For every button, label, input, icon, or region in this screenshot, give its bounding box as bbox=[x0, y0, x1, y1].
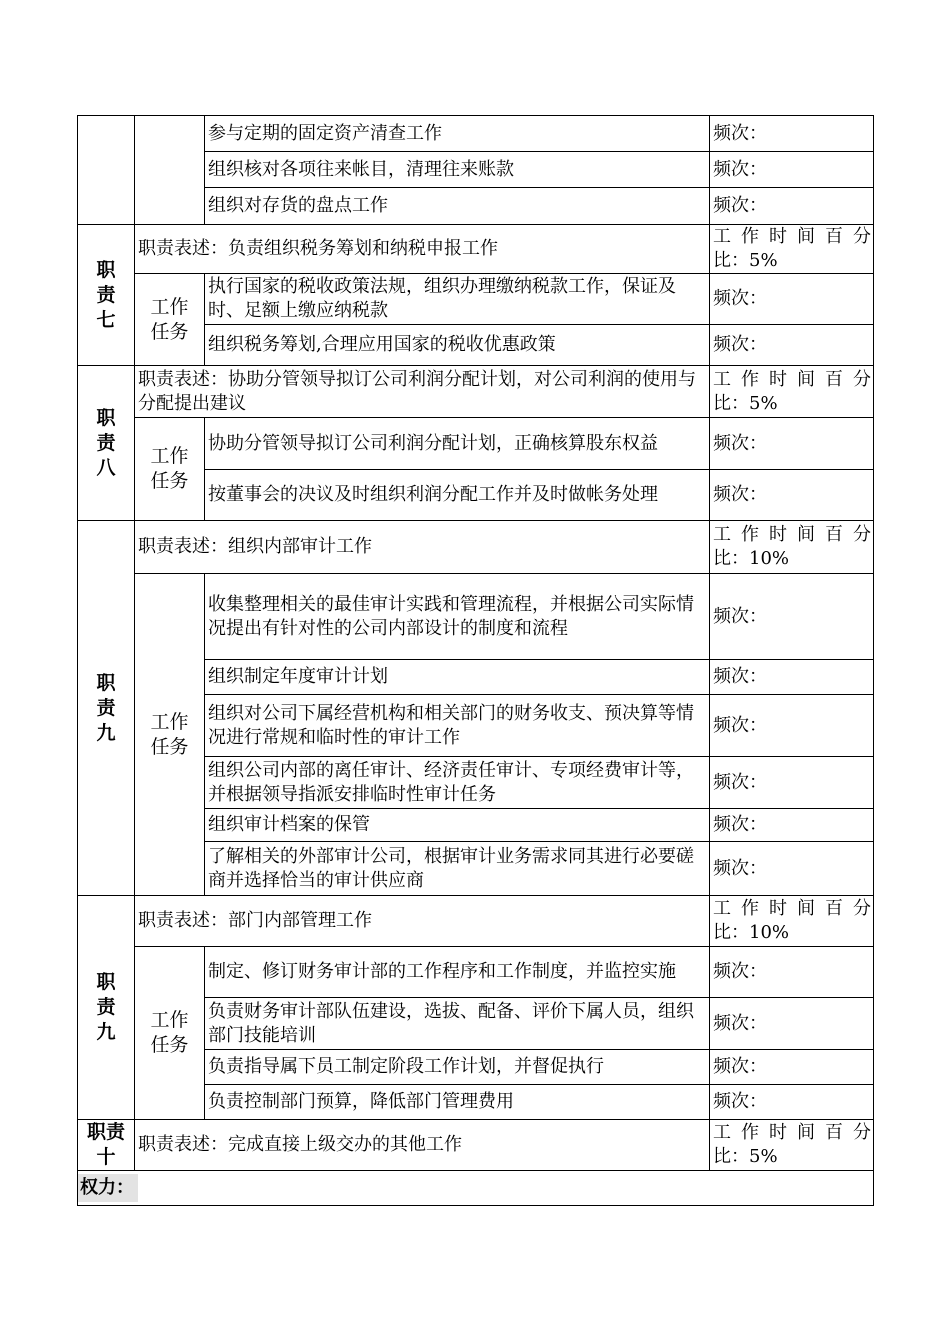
table-row bbox=[78, 947, 874, 998]
frequency-cell: 频次： bbox=[710, 1050, 874, 1085]
statement-cell: 职责表述：协助分管领导拟订公司利润分配计划，对公司利润的使用与分配提出建议 bbox=[135, 366, 710, 418]
category-cell bbox=[78, 366, 135, 521]
task-cell: 组织审计档案的保管 bbox=[205, 809, 710, 842]
frequency-cell: 频次： bbox=[710, 1085, 874, 1120]
time-percent-cell bbox=[710, 896, 874, 947]
time-percent-value: 比：5% bbox=[713, 1146, 778, 1167]
frequency-cell: 频次： bbox=[710, 695, 874, 757]
frequency-cell: 频次： bbox=[710, 998, 874, 1050]
task-label: 工作 任务 bbox=[150, 445, 189, 492]
task-label-cell bbox=[135, 274, 205, 366]
task-cell: 制定、修订财务审计部的工作程序和工作制度，并监控实施 bbox=[205, 947, 710, 998]
task-cell: 参与定期的固定资产清查工作 bbox=[205, 116, 710, 152]
task-cell: 协助分管领导拟订公司利润分配计划，正确核算股东权益 bbox=[205, 418, 710, 470]
table-row bbox=[78, 1120, 874, 1171]
frequency-cell: 频次： bbox=[710, 116, 874, 152]
power-label: 权力： bbox=[78, 1174, 138, 1202]
task-cell: 组织制定年度审计计划 bbox=[205, 660, 710, 695]
frequency-cell: 频次： bbox=[710, 418, 874, 470]
task-cell: 收集整理相关的最佳审计实践和管理流程，并根据公司实际情况提出有针对性的公司内部设计的制度和流程 bbox=[205, 574, 710, 660]
time-percent-value: 比：5% bbox=[713, 392, 778, 414]
duty-table bbox=[77, 115, 874, 1206]
time-percent-value: 比：10% bbox=[713, 922, 790, 943]
time-percent-value: 比：10% bbox=[713, 548, 790, 569]
category-cell bbox=[78, 896, 135, 1120]
time-percent-label: 工作时间百分 bbox=[713, 1122, 871, 1143]
task-cell: 组织对存货的盘点工作 bbox=[205, 188, 710, 225]
category-label: 职 责 八 bbox=[96, 406, 116, 479]
category-cell bbox=[78, 225, 135, 366]
frequency-cell: 频次： bbox=[710, 274, 874, 325]
table-row bbox=[78, 896, 874, 947]
time-percent-cell bbox=[710, 521, 874, 574]
category-cell bbox=[78, 1120, 135, 1171]
frequency-cell: 频次： bbox=[710, 809, 874, 842]
time-percent-label: 工作时间百分 bbox=[713, 226, 871, 247]
statement-cell: 职责表述：完成直接上级交办的其他工作 bbox=[135, 1120, 710, 1171]
frequency-cell: 频次： bbox=[710, 188, 874, 225]
task-label-cell bbox=[135, 116, 205, 225]
table-row bbox=[78, 521, 874, 574]
task-cell: 负责财务审计部队伍建设，选拔、配备、评价下属人员，组织部门技能培训 bbox=[205, 998, 710, 1050]
time-percent-value: 比：5% bbox=[713, 250, 778, 271]
task-cell: 负责控制部门预算，降低部门管理费用 bbox=[205, 1085, 710, 1120]
table-row bbox=[78, 225, 874, 274]
frequency-cell: 频次： bbox=[710, 660, 874, 695]
time-percent-cell bbox=[710, 1120, 874, 1171]
task-label: 工作 任务 bbox=[150, 710, 189, 758]
task-cell: 了解相关的外部审计公司，根据审计业务需求同其进行必要磋商并选择恰当的审计供应商 bbox=[205, 842, 710, 896]
task-label: 工作 任务 bbox=[150, 1009, 189, 1056]
category-label: 职责 十 bbox=[86, 1121, 125, 1168]
task-label-cell bbox=[135, 574, 205, 896]
time-percent-label: 工作时间百分 bbox=[713, 524, 871, 545]
table-row bbox=[78, 274, 874, 325]
frequency-cell: 频次： bbox=[710, 470, 874, 521]
task-cell: 执行国家的税收政策法规，组织办理缴纳税款工作，保证及时、足额上缴应纳税款 bbox=[205, 274, 710, 325]
table-row bbox=[78, 418, 874, 470]
frequency-cell: 频次： bbox=[710, 325, 874, 366]
category-cell bbox=[78, 521, 135, 896]
task-cell: 组织公司内部的离任审计、经济责任审计、专项经费审计等，并根据领导指派安排临时性审计任务 bbox=[205, 757, 710, 809]
task-cell: 负责指导属下员工制定阶段工作计划，并督促执行 bbox=[205, 1050, 710, 1085]
category-label: 职 责 七 bbox=[96, 258, 116, 331]
task-cell: 按董事会的决议及时组织利润分配工作并及时做帐务处理 bbox=[205, 470, 710, 521]
table-row bbox=[78, 116, 874, 152]
frequency-cell: 频次： bbox=[710, 757, 874, 809]
table-row bbox=[78, 366, 874, 418]
frequency-cell: 频次： bbox=[710, 842, 874, 896]
statement-cell: 职责表述：部门内部管理工作 bbox=[135, 896, 710, 947]
task-label: 工作 任务 bbox=[150, 295, 189, 343]
time-percent-label: 工作时间百分 bbox=[713, 368, 871, 390]
category-cell bbox=[78, 116, 135, 225]
category-label: 职 责 九 bbox=[96, 971, 116, 1043]
table-row bbox=[78, 574, 874, 660]
power-cell bbox=[78, 1171, 874, 1206]
frequency-cell: 频次： bbox=[710, 947, 874, 998]
statement-cell: 职责表述：负责组织税务筹划和纳税申报工作 bbox=[135, 225, 710, 274]
task-cell: 组织对公司下属经营机构和相关部门的财务收支、预决算等情况进行常规和临时性的审计工作 bbox=[205, 695, 710, 757]
frequency-cell: 频次： bbox=[710, 574, 874, 660]
task-label-cell bbox=[135, 947, 205, 1120]
time-percent-cell bbox=[710, 225, 874, 274]
time-percent-label: 工作时间百分 bbox=[713, 898, 871, 919]
category-label: 职 责 九 bbox=[96, 671, 116, 744]
statement-cell: 职责表述：组织内部审计工作 bbox=[135, 521, 710, 574]
task-cell: 组织核对各项往来帐目，清理往来账款 bbox=[205, 152, 710, 188]
task-cell: 组织税务筹划,合理应用国家的税收优惠政策 bbox=[205, 325, 710, 366]
frequency-cell: 频次： bbox=[710, 152, 874, 188]
task-label-cell bbox=[135, 418, 205, 521]
time-percent-cell bbox=[710, 366, 874, 418]
power-row bbox=[78, 1171, 874, 1206]
